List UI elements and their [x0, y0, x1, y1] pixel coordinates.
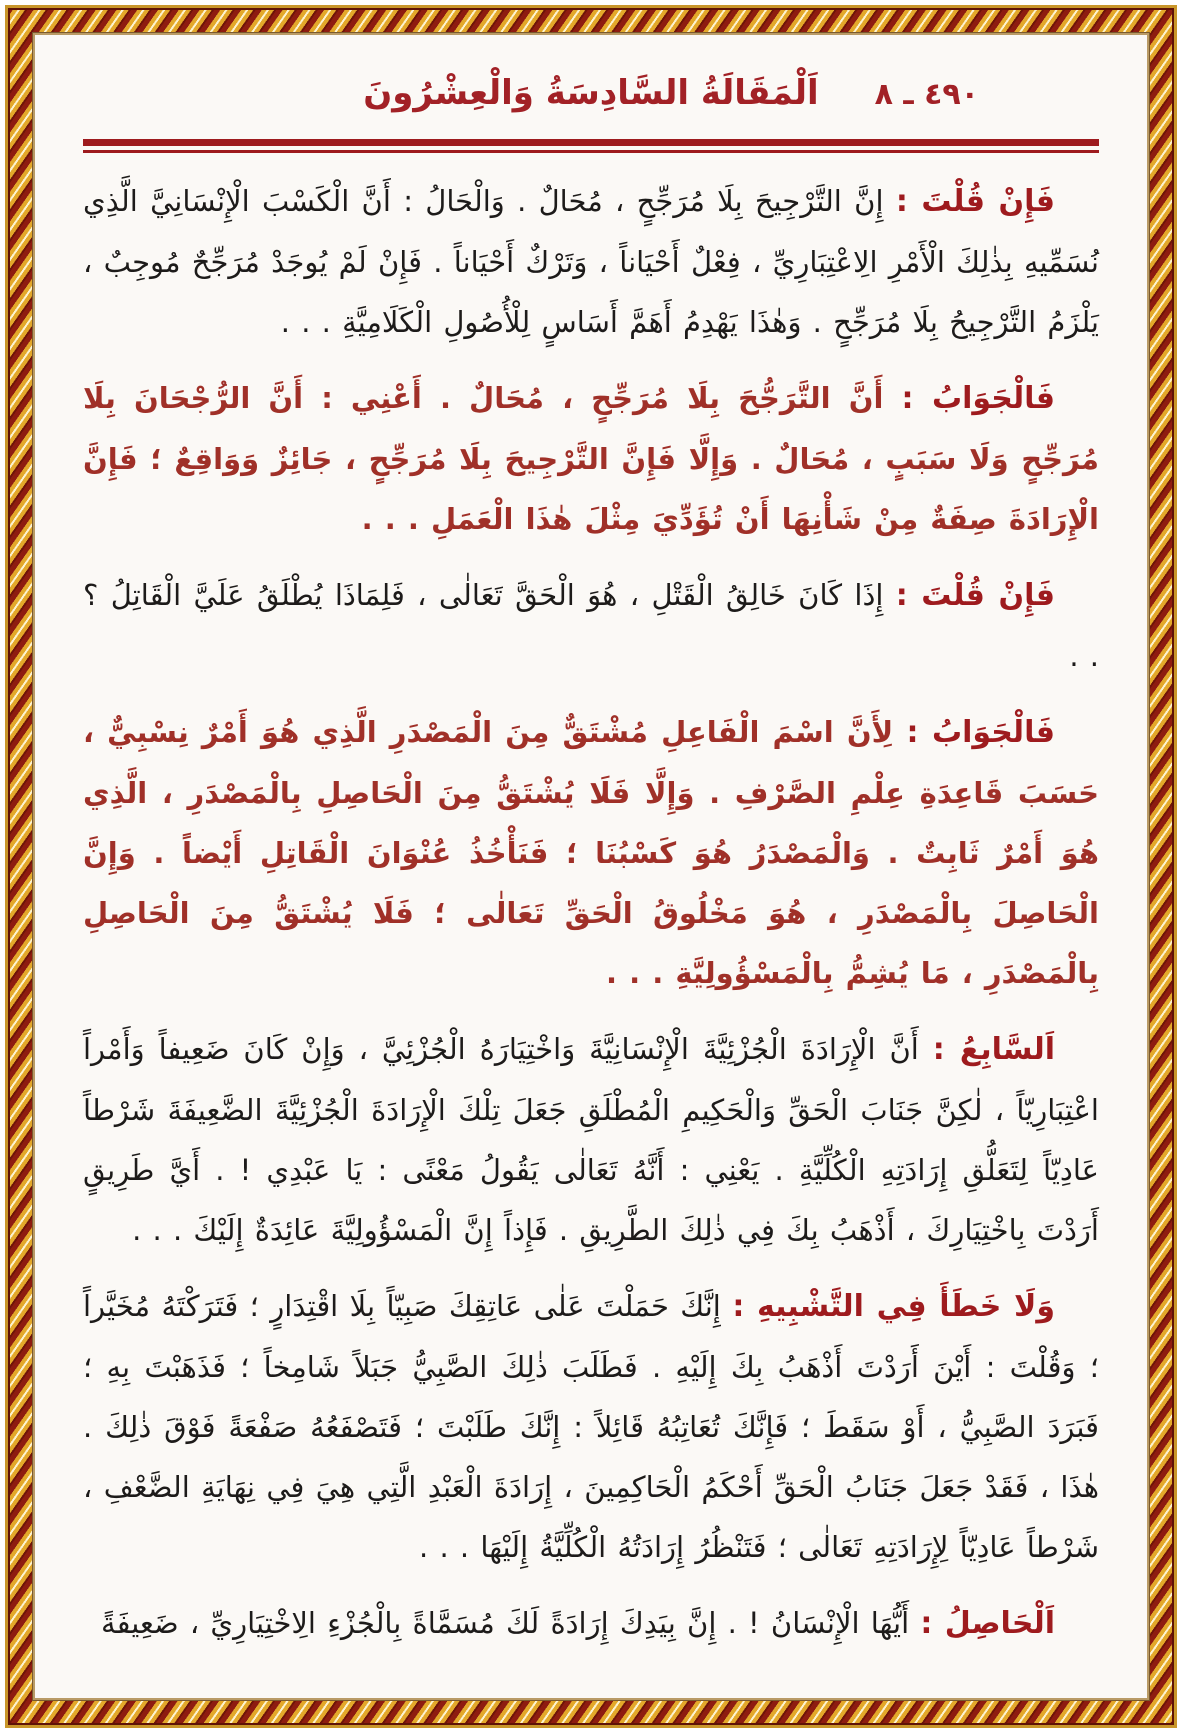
page-header [83, 63, 1099, 129]
paragraph-lead: وَلَا خَطَأَ فِي التَّشْبِيهِ : [732, 1289, 1056, 1324]
paragraph-question-2 [83, 565, 1099, 686]
page-title: اَلْمَقَالَةُ السَّادِسَةُ وَالْعِشْرُونَ [363, 73, 819, 113]
paragraph-lead: اَلسَّابِعُ : [932, 1032, 1056, 1067]
header-divider [83, 139, 1099, 153]
paragraph-text: لِأَنَّ اسْمَ الْفَاعِلِ مُشْتَقٌّ مِنَ الْمَصْدَرِ الَّذِي هُوَ أَمْرٌ نِسْبِيٌّ ، حَسَبَ قَاعِدَةِ عِلْمِ الصَّرْفِ . وَإِلَّا فَلَا يُشْتَقُّ مِنَ الْحَاصِلِ بِالْمَصْدَرِ ، الَّذِي هُوَ أَمْرٌ ثَابِتٌ . وَالْمَصْدَرُ هُوَ كَسْبُنَا ؛ فَنَأْخُذُ عُنْوَانَ الْقَاتِلِ أَيْضاً . وَإِنَّ الْحَاصِلَ بِالْمَصْدَرِ ، هُوَ مَخْلُوقُ الْحَقِّ تَعَالٰى ؛ فَلَا يُشْتَقُّ مِنَ الْحَاصِلِ بِالْمَصْدَرِ ، مَا يُشِمُّ بِالْمَسْؤُولِيَّةِ . . . [83, 715, 1099, 990]
paragraph-text: إِنَّكَ حَمَلْتَ عَلٰى عَاتِقِكَ صَبِيّاً بِلَا اقْتِدَارٍ ؛ فَتَرَكْتَهُ مُخَيَّراً ؛ وَقُلْتَ : أَيْنَ أَرَدْتَ أَذْهَبُ بِكَ إِلَيْهِ . فَطَلَبَ ذٰلِكَ الصَّبِيُّ جَبَلاً شَامِخاً ؛ فَذَهَبْتَ بِهِ ؛ فَبَرَدَ الصَّبِيُّ ، أَوْ سَقَطَ ؛ فَإِنَّكَ تُعَاتِبُهُ قَائِلاً : إِنَّكَ طَلَبْتَ ؛ فَتَصْفَعُهُ صَفْعَةً فَوْقَ ذٰلِكَ . هٰذَا ، فَقَدْ جَعَلَ جَنَابُ الْحَقِّ أَحْكَمُ الْحَاكِمِينَ ، إِرَادَةَ الْعَبْدِ الَّتِي هِيَ فِي نِهَايَةِ الضَّعْفِ ، شَرْطاً عَادِيّاً لِإِرَادَتِهِ تَعَالٰى ؛ فَتَنْظُرُ إِرَادَتُهُ الْكُلِّيَّةُ إِلَيْهَا . . . [83, 1289, 1099, 1564]
paragraph-lead: فَالْجَوَابُ : [901, 381, 1055, 416]
paragraph-text: إِذَا كَانَ خَالِقُ الْقَتْلِ ، هُوَ الْحَقَّ تَعَالٰى ، فَلِمَاذَا يُطْلَقُ عَلَيَّ الْقَاتِلُ ؟ . . [83, 578, 1099, 673]
paragraph-lead: فَإِنْ قُلْتَ : [895, 578, 1056, 613]
paragraph-text: أَنَّ الْإِرَادَةَ الْجُزْئِيَّةَ الْإِنْسَانِيَّةَ وَاخْتِيَارَهُ الْجُزْئِيَّ ، وَإِنْ كَانَ ضَعِيفاً وَأَمْراً اعْتِبَارِيّاً ، لٰكِنَّ جَنَابَ الْحَقِّ وَالْحَكِيمِ الْمُطْلَقِ جَعَلَ تِلْكَ الْإِرَادَةَ الْجُزْئِيَّةَ الضَّعِيفَةَ شَرْطاً عَادِيّاً لِتَعَلُّقِ إِرَادَتِهِ الْكُلِّيَّةِ . يَعْنِي : أَنَّهُ تَعَالٰى يَقُولُ مَعْنًى : يَا عَبْدِي ! . أَيَّ طَرِيقٍ أَرَدْتَ بِاخْتِيَارِكَ ، أَذْهَبُ بِكَ فِي ذٰلِكَ الطَّرِيقِ . فَإِذاً إِنَّ الْمَسْؤُولِيَّةَ عَائِدَةٌ إِلَيْكَ . . . [83, 1032, 1099, 1247]
paragraph-lead: فَالْجَوَابُ : [906, 715, 1055, 750]
paragraph-analogy [83, 1276, 1099, 1577]
paragraph-text: أَنَّ التَّرَجُّحَ بِلَا مُرَجِّحٍ ، مُحَالٌ . أَعْنِي : أَنَّ الرُّجْحَانَ بِلَا مُرَجِّحٍ وَلَا سَبَبٍ ، مُحَالٌ . وَإِلَّا فَإِنَّ التَّرْجِيحَ بِلَا مُرَجِّحٍ ، جَائِزٌ وَوَاقِعٌ ؛ فَإِنَّ الْإِرَادَةَ صِفَةٌ مِنْ شَأْنِهَا أَنْ تُؤَدِّيَ مِثْلَ هٰذَا الْعَمَلِ . . . [83, 381, 1099, 536]
paragraph-text: إِنَّ التَّرْجِيحَ بِلَا مُرَجِّحٍ ، مُحَالٌ . وَالْحَالُ : أَنَّ الْكَسْبَ الْإِنْسَانِيَّ الَّذِي نُسَمِّيهِ بِذٰلِكَ الْأَمْرِ الِاعْتِبَارِيِّ ، فِعْلٌ أَحْيَاناً ، وَتَرْكٌ أَحْيَاناً . فَإِنْ لَمْ يُوجَدْ مُرَجِّحٌ مُوجِبٌ ، يَلْزَمُ التَّرْجِيحُ بِلَا مُرَجِّحٍ . وَهٰذَا يَهْدِمُ أَهَمَّ أَسَاسٍ لِلْأُصُولِ الْكَلَامِيَّةِ . . . [83, 184, 1099, 339]
paragraph-answer-1 [83, 368, 1099, 549]
paragraph-text: أَيُّهَا الْإِنْسَانُ ! . إِنَّ بِيَدِكَ إِرَادَةً لَكَ مُسَمَّاةً بِالْجُزْءِ الِاخْتِيَارِيِّ ، ضَعِيفَةً [101, 1606, 910, 1640]
paragraph-lead: فَإِنْ قُلْتَ : [895, 184, 1056, 219]
body-text [83, 153, 1099, 1654]
paragraph-conclusion [83, 1593, 1099, 1654]
paragraph-question-1 [83, 171, 1099, 352]
page-sheet [33, 33, 1149, 1700]
paragraph-answer-2 [83, 702, 1099, 1003]
paragraph-seventh-point [83, 1019, 1099, 1260]
paragraph-lead: اَلْحَاصِلُ : [920, 1606, 1055, 1641]
page-number: ٤٩٠ ـ ٨ [874, 77, 979, 112]
